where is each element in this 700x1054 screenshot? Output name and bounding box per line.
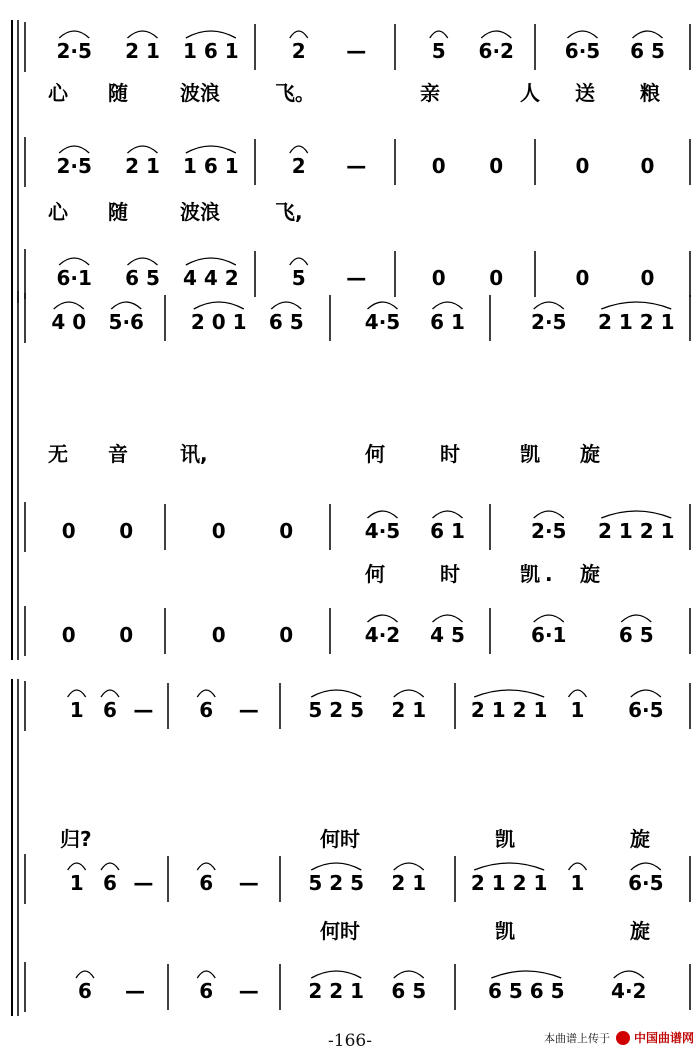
note-group: — (133, 871, 154, 895)
lyric: 凯 (495, 827, 515, 851)
staff-2 (25, 854, 690, 943)
slur (394, 690, 424, 697)
slur (76, 971, 94, 978)
lyric: 旋 (580, 442, 600, 466)
note-group: 0 (61, 519, 76, 543)
note-group: 0 (431, 266, 446, 290)
note-group: 0 (489, 154, 504, 178)
lyric: 波浪 (180, 200, 220, 224)
note-group: 5 (431, 39, 446, 63)
note-group: 5·6 (108, 310, 144, 334)
slur (68, 863, 86, 870)
note-group: 1 (570, 698, 585, 722)
slur (568, 31, 598, 38)
lyric: 何 (365, 442, 385, 466)
site-name: 中国曲谱网 (633, 1031, 694, 1045)
slur (128, 146, 158, 153)
note-group: — (346, 266, 367, 290)
note-group: 2 0 1 (190, 310, 247, 334)
slur (433, 511, 463, 518)
slur (101, 863, 119, 870)
note-group: 0 (489, 266, 504, 290)
note-group: 6 5 (125, 266, 160, 290)
note-group: 0 (279, 519, 294, 543)
slur (311, 690, 361, 697)
note-group: 4·5 (364, 519, 401, 543)
note-group: 0 (119, 519, 134, 543)
note-group: 6 1 (430, 310, 465, 334)
note-group: 2 1 2 1 (597, 519, 675, 543)
note-group: 2 1 2 1 (597, 310, 675, 334)
note-group: 2 1 (125, 154, 160, 178)
system-2 (12, 291, 690, 660)
lyric: 心 (48, 81, 68, 105)
slur (59, 31, 89, 38)
note-group: 6 5 (391, 979, 427, 1003)
slur (481, 31, 511, 38)
note-group: 2·5 (531, 519, 567, 543)
slur (311, 863, 361, 870)
note-group: 6·1 (56, 266, 92, 290)
slur (474, 690, 544, 697)
note-group: 0 (575, 266, 590, 290)
note-group: 0 (279, 623, 294, 647)
footer (544, 1029, 694, 1046)
lyric: 人 (520, 81, 540, 105)
lyric: 旋 (630, 919, 650, 943)
lyric: 心 (48, 200, 68, 224)
note-group: 4 0 (51, 310, 87, 334)
slur (631, 690, 661, 697)
note-group: — (346, 39, 367, 63)
lyric: 凯 (495, 919, 515, 943)
note-group: 2 1 (391, 871, 427, 895)
system-3 (12, 679, 690, 1016)
note-group: 6 (199, 979, 214, 1003)
slur (197, 971, 215, 978)
note-group: 2 2 1 (308, 979, 365, 1003)
lyric: 亲 (420, 81, 440, 105)
note-group: 0 (431, 154, 446, 178)
slur (430, 31, 448, 38)
lyric: 音 (108, 442, 128, 466)
slur (197, 690, 215, 697)
slur (621, 615, 651, 622)
note-group: 2 1 (391, 698, 427, 722)
slur (111, 302, 141, 309)
slur (197, 863, 215, 870)
note-group: 2·5 (531, 310, 567, 334)
lyric: 凯 (520, 562, 540, 586)
note-group: 0 (119, 623, 134, 647)
note-group: 0 (61, 623, 76, 647)
note-group: 0 (640, 154, 655, 178)
note-group: 2 (291, 39, 306, 63)
note-group: — (238, 698, 259, 722)
slur (368, 511, 398, 518)
slur (59, 146, 89, 153)
score-content (12, 20, 690, 1016)
note-group: 6 1 (430, 519, 465, 543)
slur (394, 971, 424, 978)
lyric: 飞, (275, 200, 303, 224)
note-group: 1 6 1 (182, 154, 239, 178)
note-group: 2·5 (56, 154, 92, 178)
lyric: . (545, 562, 553, 586)
note-group: 1 6 1 (182, 39, 239, 63)
lyric: 旋 (580, 562, 600, 586)
slur (368, 615, 398, 622)
slur (633, 31, 663, 38)
note-group: — (346, 154, 367, 178)
slur (311, 971, 361, 978)
slur (59, 258, 89, 265)
note-group: 6·5 (628, 698, 664, 722)
note-group: 4·5 (364, 310, 401, 334)
lyric: 时 (440, 562, 460, 586)
slur (101, 690, 119, 697)
note-group: 2 (291, 154, 306, 178)
lyric: 随 (108, 81, 128, 105)
note-group: 0 (211, 519, 226, 543)
slur (433, 302, 463, 309)
note-group: 6 5 6 5 (487, 979, 565, 1003)
slur (290, 258, 308, 265)
lyric: 凯 (520, 442, 540, 466)
note-group: 5 2 5 (308, 698, 365, 722)
lyric: 随 (108, 200, 128, 224)
note-group: 6·2 (478, 39, 514, 63)
lyric: 何 (365, 562, 385, 586)
slur (368, 302, 398, 309)
note-group: — (238, 871, 259, 895)
note-group: 4 4 2 (182, 266, 239, 290)
note-group: 6 (103, 698, 117, 722)
staff-2 (25, 137, 690, 224)
note-group: 6 (78, 979, 92, 1003)
note-group: 5 (291, 266, 306, 290)
slur (54, 302, 84, 309)
note-group: 2 1 2 1 (470, 871, 548, 895)
lyric: 讯, (180, 442, 208, 466)
slur (491, 971, 561, 978)
lyric: 飞。 (275, 81, 315, 105)
lyric: 波浪 (180, 81, 220, 105)
staff-3 (25, 606, 690, 656)
note-group: 6·5 (628, 871, 664, 895)
note-group: 2·5 (56, 39, 92, 63)
slur (534, 615, 564, 622)
note-group: — (133, 698, 154, 722)
slur (534, 302, 564, 309)
note-group: 0 (640, 266, 655, 290)
slur (601, 302, 671, 309)
note-group: 6 (103, 871, 117, 895)
note-group: 6 5 (268, 310, 304, 334)
slur (68, 690, 86, 697)
slur (474, 863, 544, 870)
lyric: 送 (575, 81, 595, 105)
note-group: 2 1 2 1 (470, 698, 548, 722)
slur (290, 31, 308, 38)
lyric: 时 (440, 442, 460, 466)
page-number: -166- (328, 1031, 372, 1051)
system-1 (12, 20, 690, 303)
note-group: 1 (69, 871, 84, 895)
note-group: 6 5 (630, 39, 665, 63)
note-group: — (238, 979, 259, 1003)
slur (128, 258, 158, 265)
slur (569, 863, 587, 870)
note-group: 6·5 (564, 39, 601, 63)
note-group: 6·1 (531, 623, 567, 647)
staff-1 (25, 22, 690, 105)
slur (194, 302, 244, 309)
note-group: 2 1 (125, 39, 160, 63)
note-group: 6 (199, 698, 214, 722)
slur (569, 690, 587, 697)
staff-3 (25, 249, 690, 299)
slur (128, 31, 158, 38)
staff-1 (25, 681, 690, 851)
note-group: 1 (570, 871, 585, 895)
note-group: 6 (199, 871, 214, 895)
slur (290, 146, 308, 153)
upload-note: 本曲谱上传于 (543, 1031, 610, 1045)
note-group: 5 2 5 (308, 871, 365, 895)
note-group: 0 (211, 623, 226, 647)
note-group: 0 (575, 154, 590, 178)
slur (534, 511, 564, 518)
staff-1 (25, 293, 690, 466)
note-group: 4·2 (611, 979, 647, 1003)
lyric: 粮 (640, 81, 660, 105)
slur (433, 615, 463, 622)
slur (614, 971, 644, 978)
note-group: 4·2 (364, 623, 401, 647)
staff-2 (25, 502, 690, 586)
slur (271, 302, 301, 309)
lyric: 旋 (630, 827, 650, 851)
note-group: — (125, 979, 145, 1003)
lyric: 何时 (320, 919, 360, 943)
slur (186, 31, 236, 38)
slur (394, 863, 424, 870)
slur (186, 258, 236, 265)
site-logo-icon (616, 1031, 630, 1045)
lyric: 归? (60, 827, 92, 851)
slur (601, 511, 671, 518)
note-group: 6 5 (618, 623, 654, 647)
staff-3 (25, 962, 690, 1012)
slur (186, 146, 236, 153)
note-group: 4 5 (430, 623, 465, 647)
lyric: 无 (48, 442, 68, 466)
lyric: 何时 (320, 827, 360, 851)
slur (631, 863, 661, 870)
note-group: 1 (69, 698, 84, 722)
